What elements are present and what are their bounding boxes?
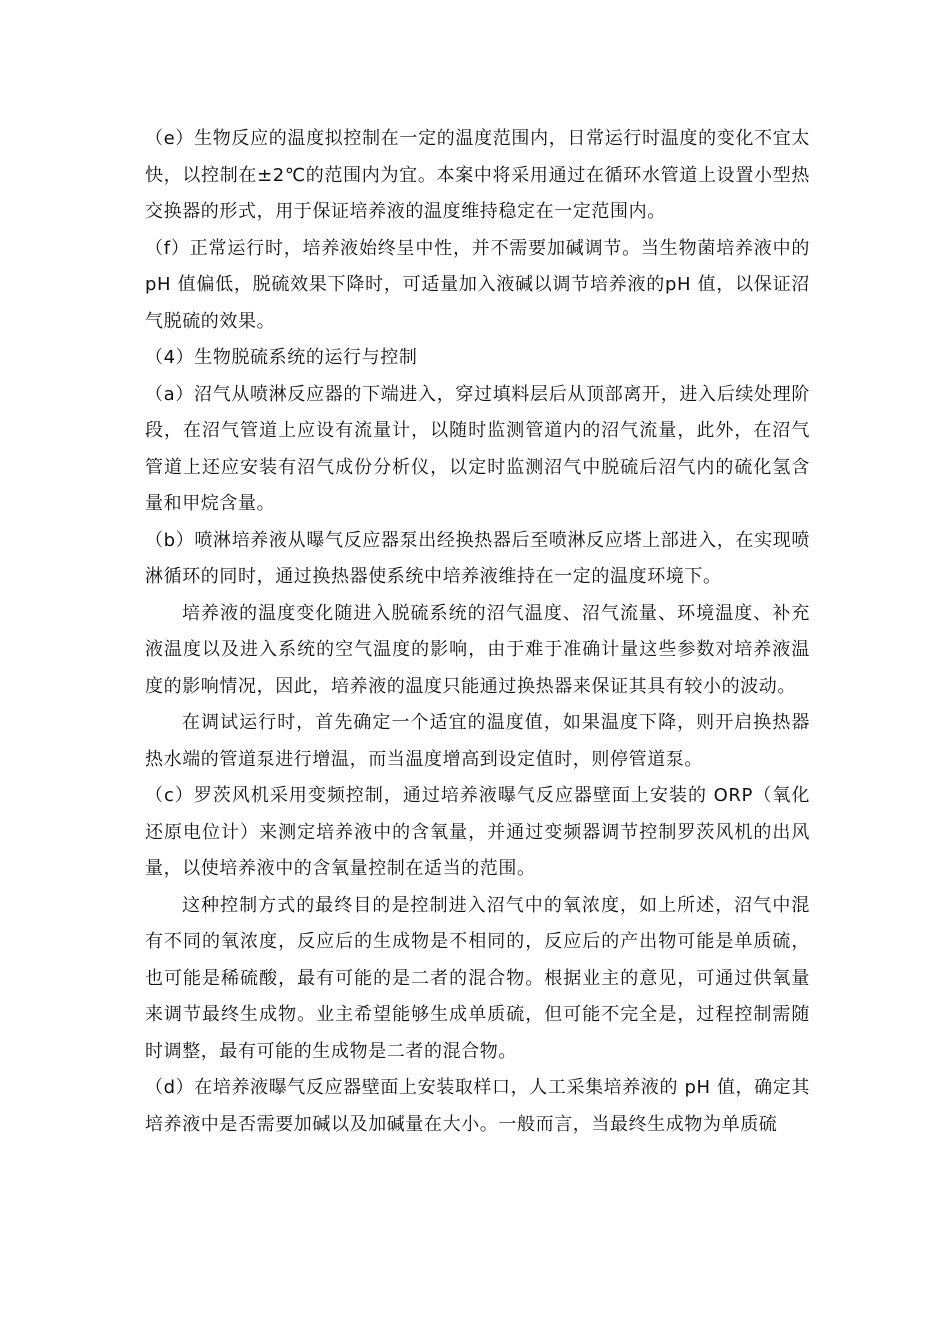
paragraph-temperature-factors: 培养液的温度变化随进入脱硫系统的沼气温度、沼气流量、环境温度、补充液温度以及进入系统的空气温度的影响，由于难于准确计量这些参数对培养液温度的影响情况，因此，培养液的温度只能通过换热器来保证其具有较小的波动。 [145,602,810,697]
paragraph-c-roots-blower: （c）罗茨风机采用变频控制，通过培养液曝气反应器壁面上安装的 ORP（氧化还原电位计）来测定培养液中的含氧量，并通过变频器调节控制罗茨风机的出风量，以使培养液中的含氧量控制在适当的范围。 [145,785,810,879]
paragraph-b-spray-circulation: （b）喷淋培养液从曝气反应器泵出经换热器后至喷淋反应塔上部进入，在实现喷淋循环的同时，通过换热器使系统中培养液维持在一定的温度环境下。 [145,529,810,587]
paragraph-a-biogas-flow: （a）沼气从喷淋反应器的下端进入，穿过填料层后从顶部离开，进入后续处理阶段，在沼气管道上应设有流量计，以随时监测管道内的沼气流量，此外，在沼气管道上还应安装有沼气成份分析仪，以定时监测沼气中脱硫后沼气内的硫化氢含量和甲烷含量。 [145,383,810,514]
paragraph-commissioning: 在调试运行时，首先确定一个适宜的温度值，如果温度下降，则开启换热器热水端的管道泵进行增温，而当温度增高到设定值时，则停管道泵。 [145,712,810,770]
paragraph-control-goal: 这种控制方式的最终目的是控制进入沼气中的氧浓度，如上所述，沼气中混有不同的氧浓度，反应后的生成物是不相同的，反应后的产出物可能是单质硫，也可能是稀硫酸，最有可能的是二者的混合物。根据业主的意见，可通过供氧量来调节最终生成物。业主希望能够生成单质硫，但可能不完全是，过程控制需随时调整，最有可能的生成物是二者的混合物。 [145,894,810,1062]
paragraph-f-ph-adjustment: （f）正常运行时，培养液始终呈中性，并不需要加碱调节。当生物菌培养液中的 pH 值偏低，脱硫效果下降时，可适量加入液碱以调节培养液的pH 值，以保证沼气脱硫的效果。 [145,237,810,332]
section-heading-4: （4）生物脱硫系统的运行与控制 [145,347,418,368]
document-page [145,121,810,1143]
paragraph-e-temperature-control: （e）生物反应的温度拟控制在一定的温度范围内，日常运行时温度的变化不宜太快，以控制在±2℃的范围内为宜。本案中将采用通过在循环水管道上设置小型热交换器的形式，用于保证培养液的温度维持稳定在一定范围内。 [145,128,810,222]
paragraph-d-sampling: （d）在培养液曝气反应器壁面上安装取样口，人工采集培养液的 pH 值，确定其培养液中是否需要加碱以及加碱量在大小。一般而言，当最终生成物为单质硫 [145,1077,810,1135]
